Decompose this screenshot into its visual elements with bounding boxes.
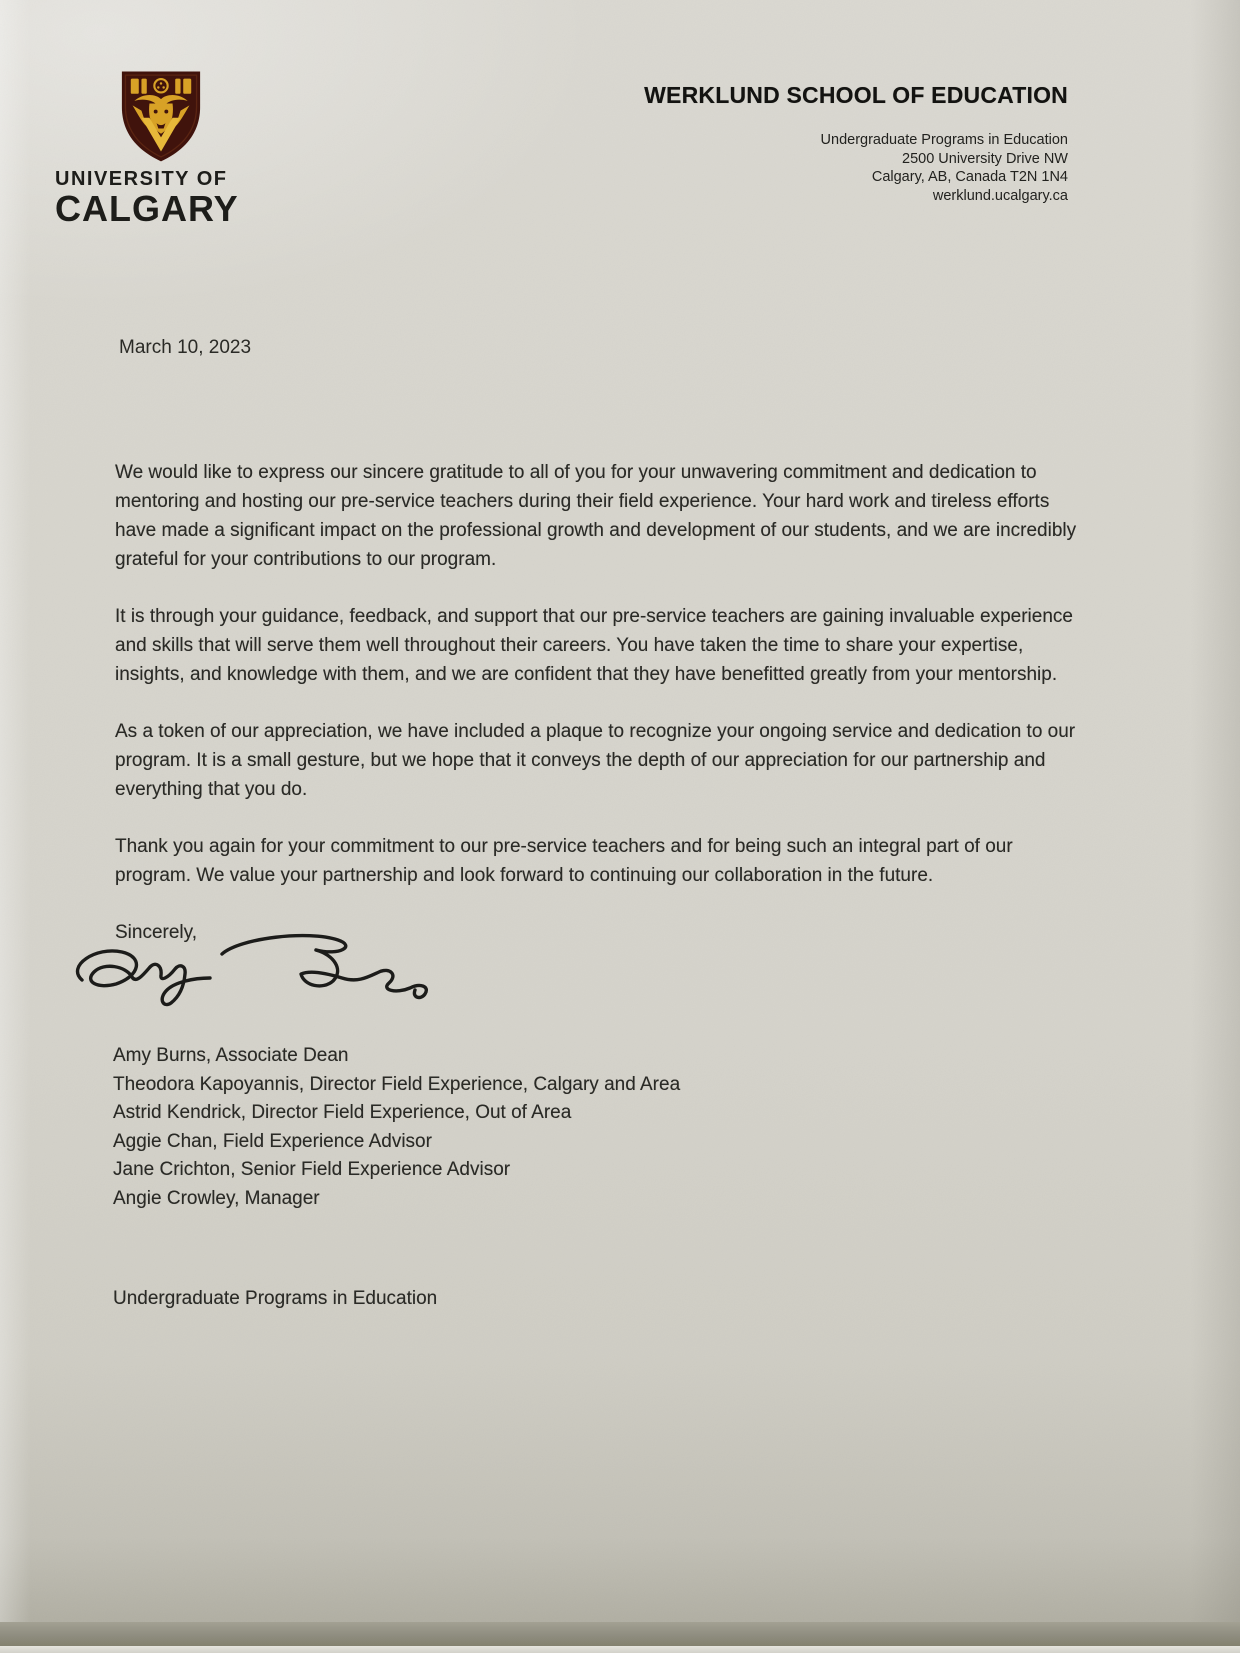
address-line: Calgary, AB, Canada T2N 1N4: [871, 169, 1068, 185]
university-name-line2: CALGARY: [55, 188, 239, 229]
letter-body: [115, 458, 1077, 975]
paragraph: It is through your guidance, feedback, and support that our pre-service teachers are gaining invaluable experience and skills that will serve them well throughout their careers. You have taken the time to share your expertise, insights, and knowledge with them, and we are confident that they have benefitted greatly from your mentorship.: [115, 606, 1073, 685]
signatory: Jane Crichton, Senior Field Experience Advisor: [113, 1159, 511, 1180]
letter-date: March 10, 2023: [119, 337, 252, 358]
signatory: Angie Crowley, Manager: [113, 1187, 320, 1209]
address-line: 2500 University Drive NW: [902, 150, 1068, 167]
letterhead-right: [644, 82, 1068, 205]
scan-edge-highlight: [0, 1646, 1240, 1653]
address-line: werklund.ucalgary.ca: [932, 187, 1068, 204]
signatory-list: [113, 1042, 680, 1213]
signatory: Amy Burns, Associate Dean: [113, 1045, 349, 1066]
address-line: Undergraduate Programs in Education: [820, 132, 1068, 148]
university-logo: [55, 68, 285, 227]
university-name-line1: UNIVERSITY OF: [55, 168, 228, 190]
address-block: [644, 131, 1068, 205]
school-name: WERKLUND SCHOOL OF EDUCATION: [644, 82, 1068, 108]
closing-salutation: Sincerely,: [115, 922, 198, 943]
amy-burns-signature: [72, 928, 482, 1012]
department-footer: Undergraduate Programs in Education: [113, 1288, 438, 1309]
scan-edge: [0, 1622, 1240, 1646]
signatory: Astrid Kendrick, Director Field Experience, Out of Area: [113, 1102, 572, 1123]
paragraph: Thank you again for your commitment to our pre-service teachers and for being such an integral part of our program. We value your partnership and look forward to continuing our collaboration in the future.: [115, 836, 1013, 886]
paragraph: As a token of our appreciation, we have included a plaque to recognize your ongoing service and dedication to our program. It is a small gesture, but we hope that it conveys the depth of our appreciation for our partnership and everything that you do.: [115, 721, 1076, 800]
ucalgary-shield-icon: [107, 68, 215, 164]
paragraph: We would like to express our sincere gratitude to all of you for your unwavering commitment and dedication to mentoring and hosting our pre-service teachers during their field experience. Your hard work and tireless efforts have made a significant impact on the professional growth and development of our students, and we are incredibly grateful for your contributions to our program.: [115, 462, 1077, 570]
signatory: Theodora Kapoyannis, Director Field Experience, Calgary and Area: [113, 1073, 681, 1095]
signatory: Aggie Chan, Field Experience Advisor: [113, 1130, 432, 1152]
